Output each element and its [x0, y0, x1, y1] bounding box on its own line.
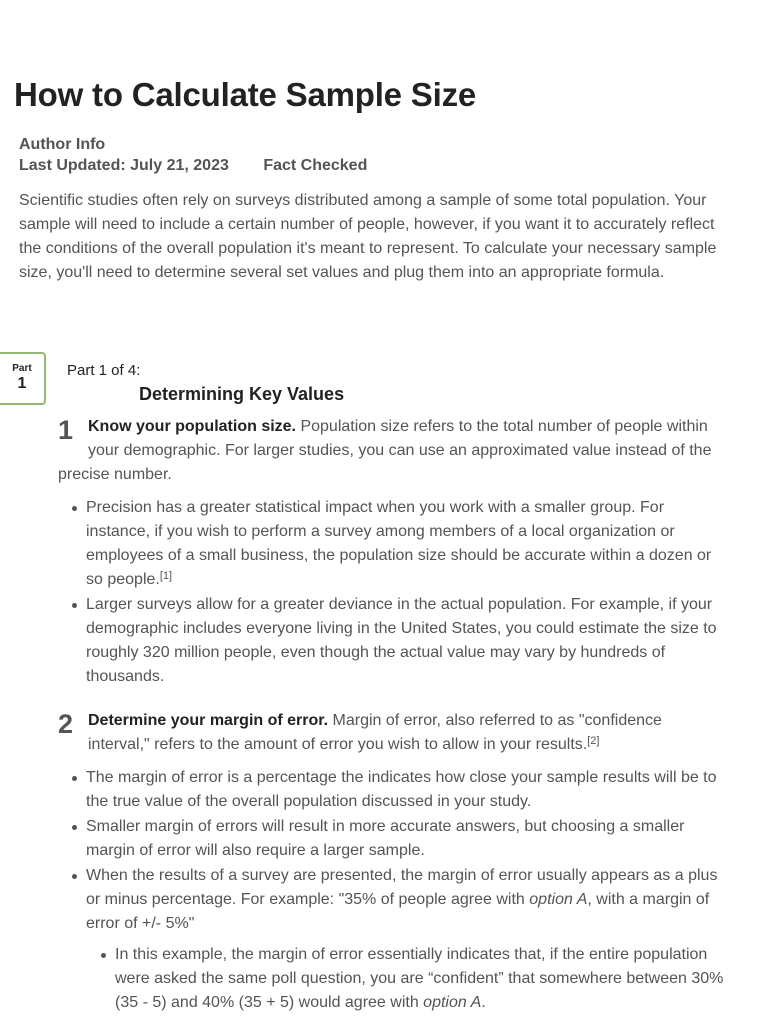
bullet-text: Smaller margin of errors will result in more accurate answers, but choosing a smaller margin of error will also require a larger sample. — [86, 818, 685, 859]
bullet-emphasis: option A — [529, 891, 588, 908]
part-badge — [0, 352, 46, 405]
part-of-label: Part 1 of 4: — [67, 362, 141, 379]
bullet-text: In this example, the margin of error essentially indicates that, if the entire population were asked the same poll question, you are “confident” that somewhere between 30% (35 - 5) and 40% (35 + 5) would agree with — [115, 946, 724, 1011]
step-2-sub-bullets — [115, 943, 727, 1016]
step-2-bullets — [86, 766, 726, 937]
part-badge-number: 1 — [17, 375, 27, 392]
part-title: Determining Key Values — [139, 384, 345, 404]
list-item — [86, 766, 726, 814]
list-item — [86, 864, 726, 936]
intro-paragraph: Scientific studies often rely on surveys distributed among a sample of some total population. Your sample will need to include a certain number of people, however, if you want it to accurately reflect the conditions of the overall population it's meant to represent. To calculate your necessary sample size, you'll need to determine several set values and plug them into an appropriate formula. — [19, 192, 717, 281]
step-2 — [58, 709, 728, 757]
page-title: How to Calculate Sample Size — [14, 76, 477, 113]
step-lead: Know your population size. — [88, 418, 296, 435]
list-item — [86, 815, 726, 863]
bullet-text: , with a margin of error of +/- 5%" — [86, 891, 710, 932]
step-lead: Determine your margin of error. — [88, 712, 329, 729]
article-meta — [19, 134, 367, 176]
list-item — [115, 943, 727, 1015]
bullet-text: . — [481, 994, 486, 1011]
author-info-link[interactable]: Author Info — [19, 136, 106, 153]
reference-link[interactable]: [1] — [159, 570, 173, 582]
step-1-bullets — [86, 496, 726, 690]
step-text: Population size refers to the total number of people within your demographic. For larger studies, you can use an approximated value instead of the precise number. — [58, 418, 712, 483]
reference-link[interactable]: [2] — [587, 735, 600, 747]
bullet-text: Larger surveys allow for a greater deviance in the actual population. For example, if your demographic includes everyone living in the United States, you could estimate the size to roughly 320 million people, even though the actual value may vary by hundreds of thousands. — [86, 596, 717, 685]
part-badge-word: Part — [12, 363, 32, 374]
step-number: 1 — [58, 415, 74, 445]
fact-checked-link[interactable]: Fact Checked — [263, 157, 368, 174]
list-item — [86, 593, 726, 689]
bullet-text: The margin of error is a percentage the indicates how close your sample results will be to the true value of the overall population discussed in your study. — [86, 769, 717, 810]
step-text: Margin of error, also referred to as "confidence interval," refers to the amount of error you wish to allow in your results. — [88, 712, 662, 753]
bullet-text: Precision has a greater statistical impact when you work with a smaller group. For instance, if you wish to perform a survey among members of a local organization or employees of a small business, the population size should be accurate within a dozen or so people. — [86, 499, 712, 588]
step-1 — [58, 415, 728, 487]
step-number: 2 — [58, 709, 74, 739]
last-updated: Last Updated: July 21, 2023 — [19, 157, 229, 174]
bullet-text: When the results of a survey are presented, the margin of error usually appears as a plus or minus percentage. For example: "35% of people agree with — [86, 867, 718, 908]
bullet-emphasis: option A — [423, 994, 482, 1011]
list-item — [86, 496, 726, 592]
